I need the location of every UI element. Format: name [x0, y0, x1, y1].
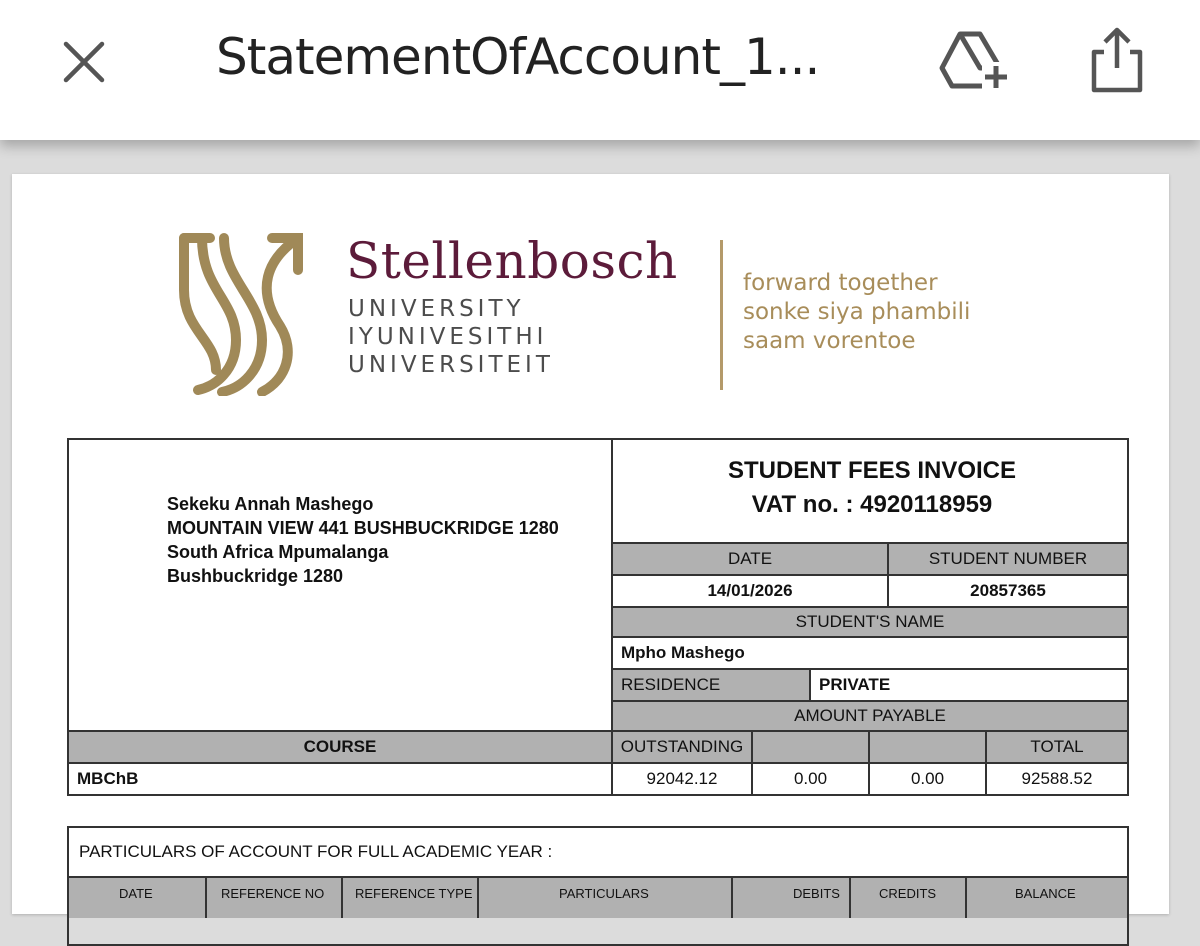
- column-header: REFERENCE TYPE: [355, 886, 473, 901]
- share-icon[interactable]: [1086, 24, 1148, 96]
- address-line: Sekeku Annah Mashego: [167, 494, 374, 514]
- particulars-heading: PARTICULARS OF ACCOUNT FOR FULL ACADEMIC YEAR :: [79, 842, 553, 861]
- university-line-1: UNIVERSITY: [348, 296, 525, 322]
- tagline-3: saam vorentoe: [743, 328, 916, 354]
- column-header: PARTICULARS: [559, 886, 649, 901]
- document-title: StatementOfAccount_1...: [216, 28, 820, 86]
- tagline-1: forward together: [743, 270, 938, 296]
- residence-value: PRIVATE: [811, 668, 1127, 700]
- logo-divider: [720, 240, 723, 390]
- outstanding-value: 92042.12: [613, 762, 753, 794]
- amount-column-header: [753, 730, 870, 762]
- student-name-label: STUDENT'S NAME: [613, 606, 1127, 636]
- amount-value: 0.00: [870, 762, 987, 794]
- address-line: MOUNTAIN VIEW 441 BUSHBUCKRIDGE 1280: [167, 518, 559, 538]
- university-line-3: UNIVERSITEIT: [348, 352, 554, 378]
- add-to-drive-icon[interactable]: [938, 28, 1010, 92]
- total-label: TOTAL: [987, 730, 1127, 762]
- student-name-value: Mpho Mashego: [613, 636, 1127, 668]
- invoice-title-block: [613, 454, 1131, 522]
- particulars-header-row: [69, 876, 1127, 918]
- university-name: Stellenbosch: [346, 232, 678, 290]
- close-icon[interactable]: [58, 36, 110, 88]
- total-value: 92588.52: [987, 762, 1127, 794]
- column-header: CREDITS: [879, 886, 937, 901]
- outstanding-label: OUTSTANDING: [613, 730, 753, 762]
- student-number-value: 20857365: [889, 574, 1127, 606]
- tagline-2: sonke siya phambili: [743, 299, 971, 325]
- date-label: DATE: [613, 542, 889, 574]
- student-number-label: STUDENT NUMBER: [889, 542, 1127, 574]
- amount-value: 0.00: [753, 762, 870, 794]
- billing-address: [167, 492, 559, 588]
- amount-payable-label: AMOUNT PAYABLE: [613, 700, 1127, 730]
- address-line: Bushbuckridge 1280: [167, 566, 344, 586]
- particulars-table: [67, 826, 1129, 946]
- invoice-title: STUDENT FEES INVOICE: [727, 457, 1017, 484]
- date-value: 14/01/2026: [613, 574, 889, 606]
- university-line-2: IYUNIVESITHI: [348, 324, 548, 350]
- app-toolbar: [0, 0, 1200, 140]
- invoice-table: [67, 438, 1129, 796]
- vat-number: VAT no. : 4920118959: [751, 491, 993, 518]
- course-label: COURSE: [69, 730, 613, 762]
- pdf-page[interactable]: [12, 174, 1169, 914]
- address-line: South Africa Mpumalanga: [167, 542, 389, 562]
- residence-label: RESIDENCE: [613, 668, 811, 700]
- column-header: REFERENCE NO: [221, 886, 325, 901]
- course-value: MBChB: [69, 762, 613, 794]
- university-logo-mark-icon: [176, 230, 306, 396]
- amount-column-header: [870, 730, 987, 762]
- column-header: DEBITS: [793, 886, 840, 901]
- column-header: DATE: [119, 886, 153, 901]
- column-header: BALANCE: [1015, 886, 1076, 901]
